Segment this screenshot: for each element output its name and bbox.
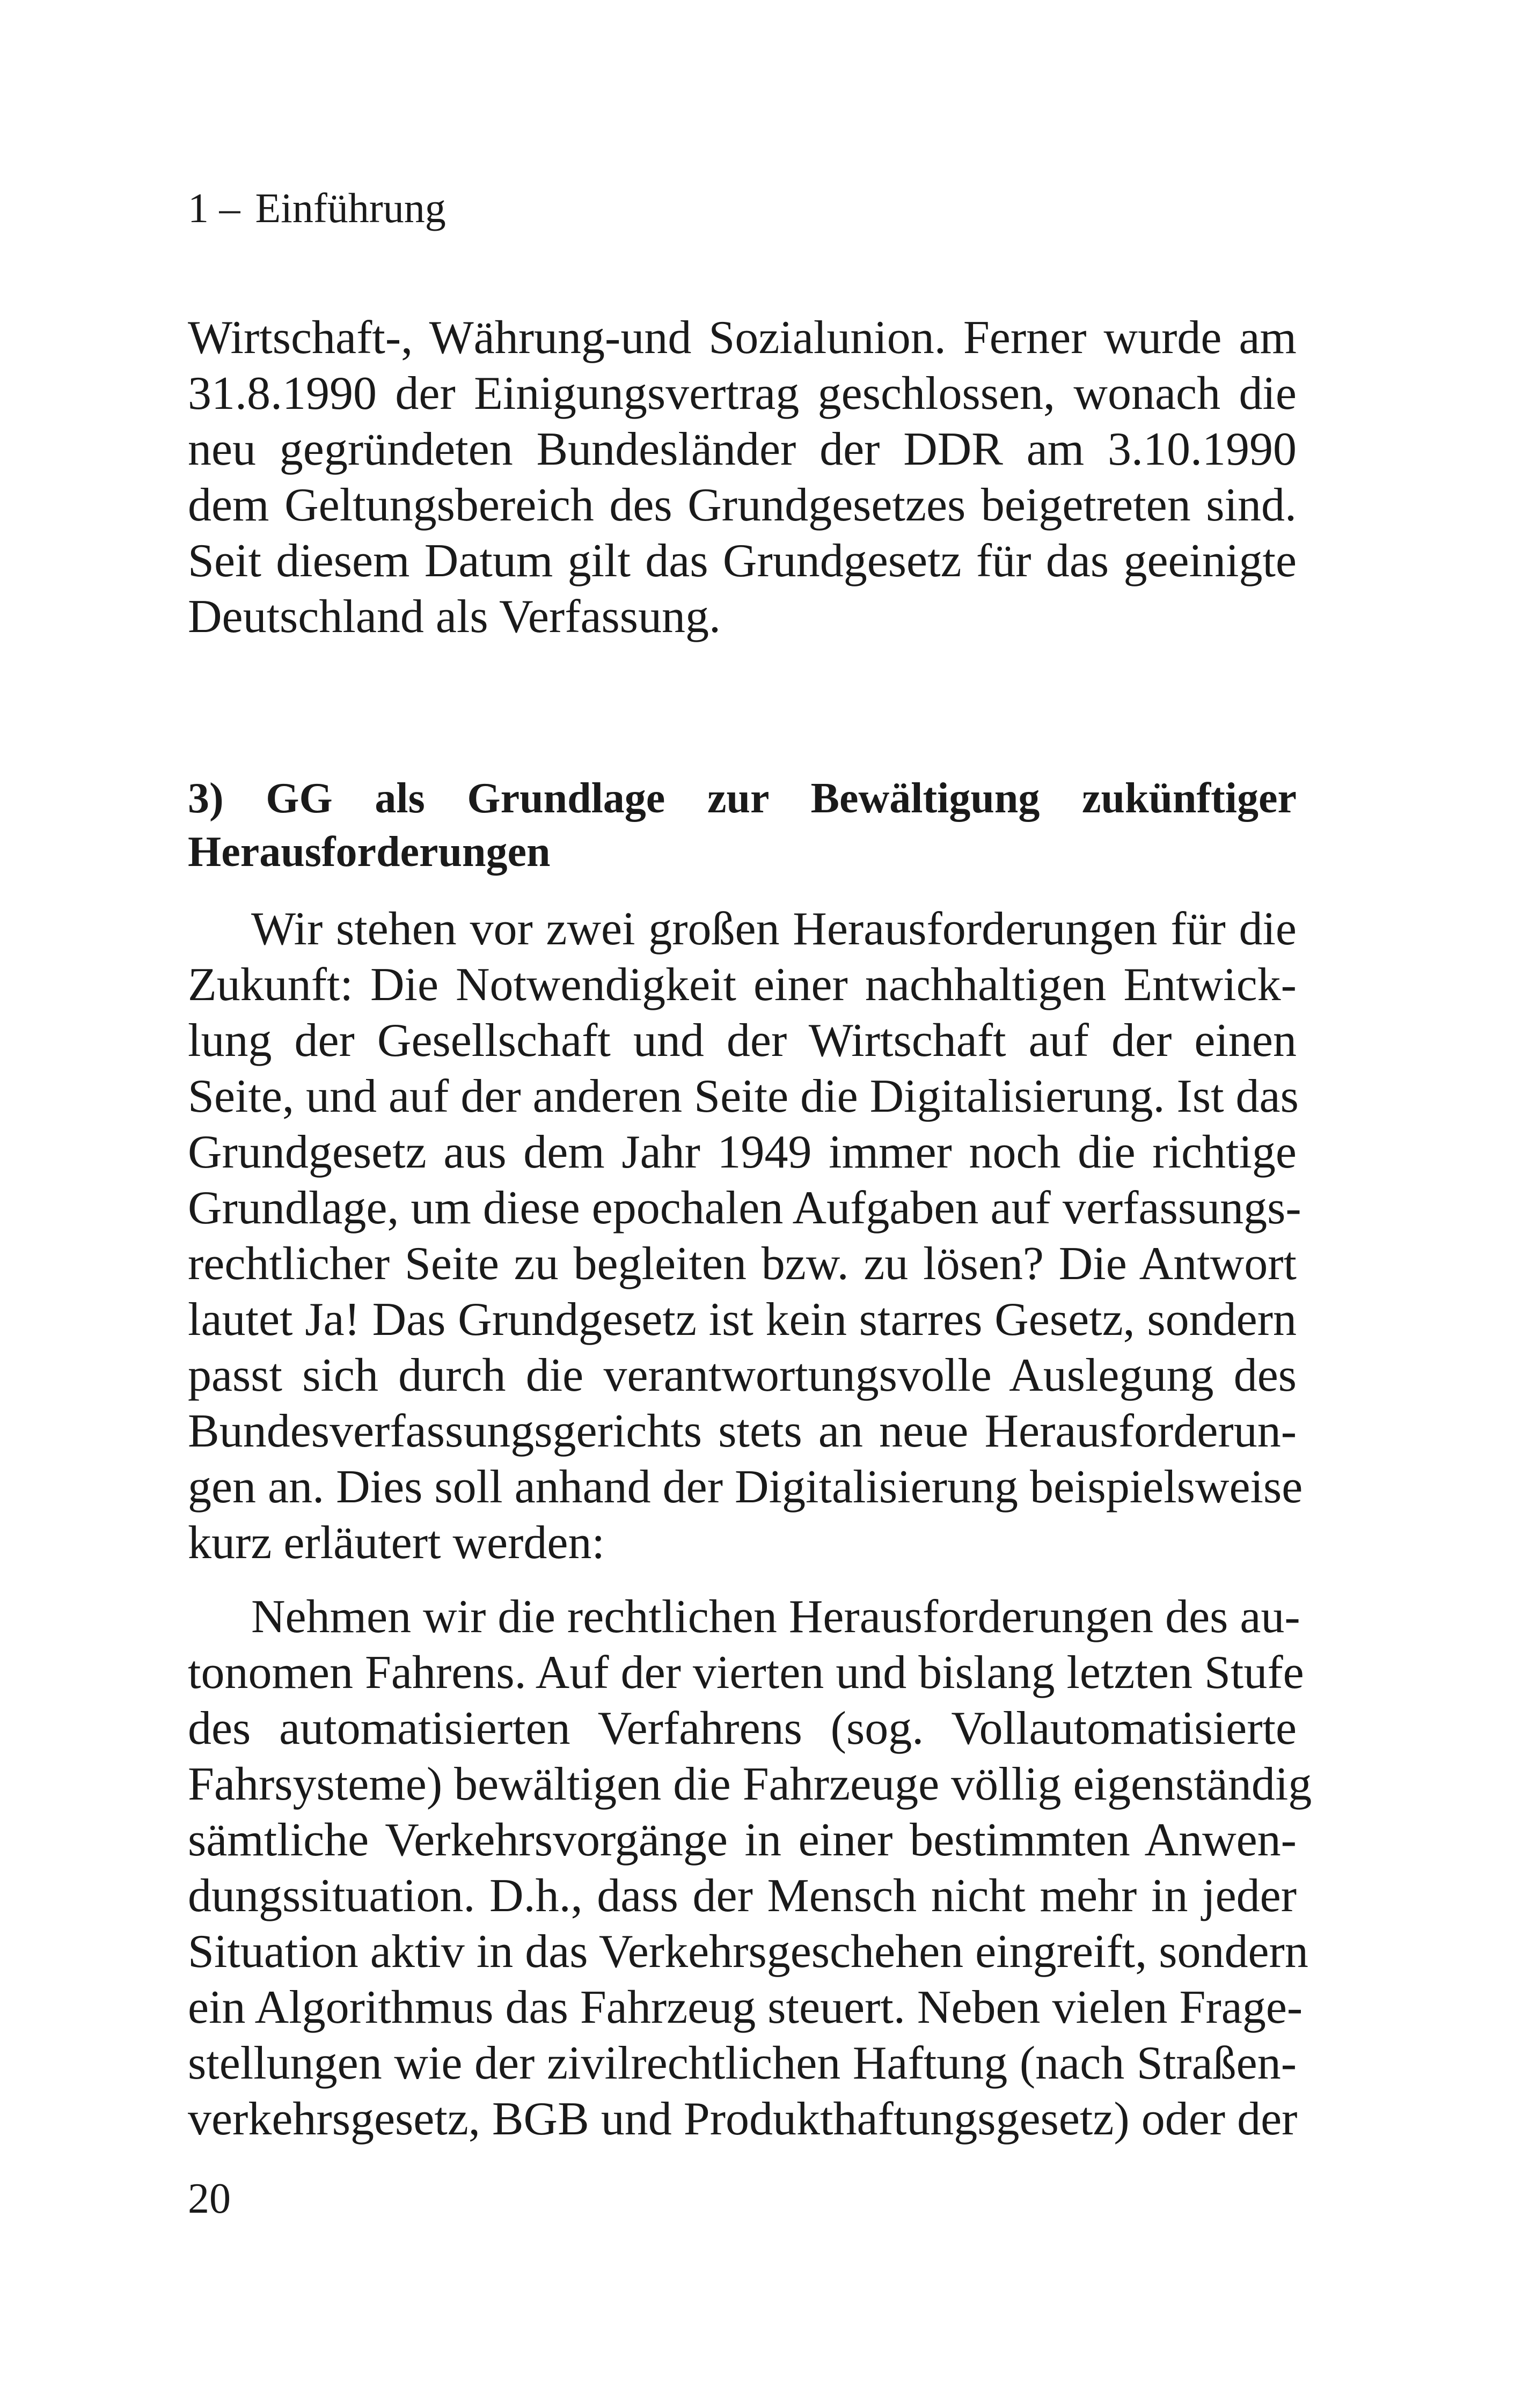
text-line: verkehrsgesetz, BGB und Produkthaftungsgesetz) oder der xyxy=(188,2093,1298,2145)
text-line: Grundgesetz aus dem Jahr 1949 immer noch die richtige xyxy=(188,1126,1297,1178)
running-head xyxy=(188,181,446,235)
text-line: 31.8.1990 der Einigungsvertrag geschlossen, wonach die xyxy=(188,368,1297,420)
paragraph-1 xyxy=(188,310,1297,645)
heading-line: 3) GG als Grundlage zur Bewältigung zukünftiger xyxy=(188,775,1297,822)
text-line: Wir stehen vor zwei großen Herausforderungen für die xyxy=(251,903,1297,955)
text-line: stellungen wie der zivilrechtlichen Haftung (nach Straßen- xyxy=(188,2037,1297,2089)
chapter-number: 1 – xyxy=(188,185,240,231)
text-line: rechtlicher Seite zu begleiten bzw. zu lösen? Die Antwort xyxy=(188,1238,1297,1290)
text-line: Wirtschaft-, Währung-und Sozialunion. Ferner wurde am xyxy=(188,312,1297,364)
chapter-title: Einführung xyxy=(255,185,446,231)
page-number: 20 xyxy=(188,2175,231,2222)
paragraph-3 xyxy=(188,1589,1312,2147)
text-line: des automatisierten Verfahrens (sog. Vollautomatisierte xyxy=(188,1702,1297,1754)
text-line: sämtliche Verkehrsvorgänge in einer bestimmten Anwen- xyxy=(188,1814,1297,1866)
text-line: ein Algorithmus das Fahrzeug steuert. Neben vielen Frage- xyxy=(188,1981,1303,2033)
text-line: lung der Gesellschaft und der Wirtschaft auf der einen xyxy=(188,1015,1297,1067)
paragraph-2 xyxy=(188,901,1303,1571)
text-line: dungssituation. D.h., dass der Mensch nicht mehr in jeder xyxy=(188,1870,1297,1922)
text-line: Bundesverfassungsgerichts stets an neue Herausforderun- xyxy=(188,1405,1297,1457)
text-line: Deutschland als Verfassung. xyxy=(188,591,721,643)
text-line: dem Geltungsbereich des Grundgesetzes beigetreten sind. xyxy=(188,479,1297,531)
text-line: tonomen Fahrens. Auf der vierten und bislang letzten Stufe xyxy=(188,1647,1304,1699)
text-line: gen an. Dies soll anhand der Digitalisierung beispielsweise xyxy=(188,1461,1303,1513)
text-line: Seite, und auf der anderen Seite die Digitalisierung. Ist das xyxy=(188,1070,1299,1122)
text-line: Situation aktiv in das Verkehrsgeschehen eingreift, sondern xyxy=(188,1926,1308,1978)
text-line: Nehmen wir die rechtlichen Herausforderungen des au- xyxy=(251,1591,1300,1643)
text-line: Fahrsysteme) bewältigen die Fahrzeuge völlig eigenständig xyxy=(188,1758,1312,1810)
text-line: passt sich durch die verantwortungsvolle Auslegung des xyxy=(188,1349,1297,1401)
section-heading xyxy=(188,772,1297,879)
text-line: Zukunft: Die Notwendigkeit einer nachhaltigen Entwick- xyxy=(188,959,1297,1011)
text-line: lautet Ja! Das Grundgesetz ist kein starres Gesetz, sondern xyxy=(188,1294,1297,1346)
text-line: neu gegründeten Bundesländer der DDR am 3.10.1990 xyxy=(188,423,1297,475)
text-line: kurz erläutert werden: xyxy=(188,1517,605,1569)
heading-line: Herausforderungen xyxy=(188,828,551,876)
text-line: Grundlage, um diese epochalen Aufgaben auf verfassungs- xyxy=(188,1182,1301,1234)
text-line: Seit diesem Datum gilt das Grundgesetz für das geeinigte xyxy=(188,535,1297,587)
